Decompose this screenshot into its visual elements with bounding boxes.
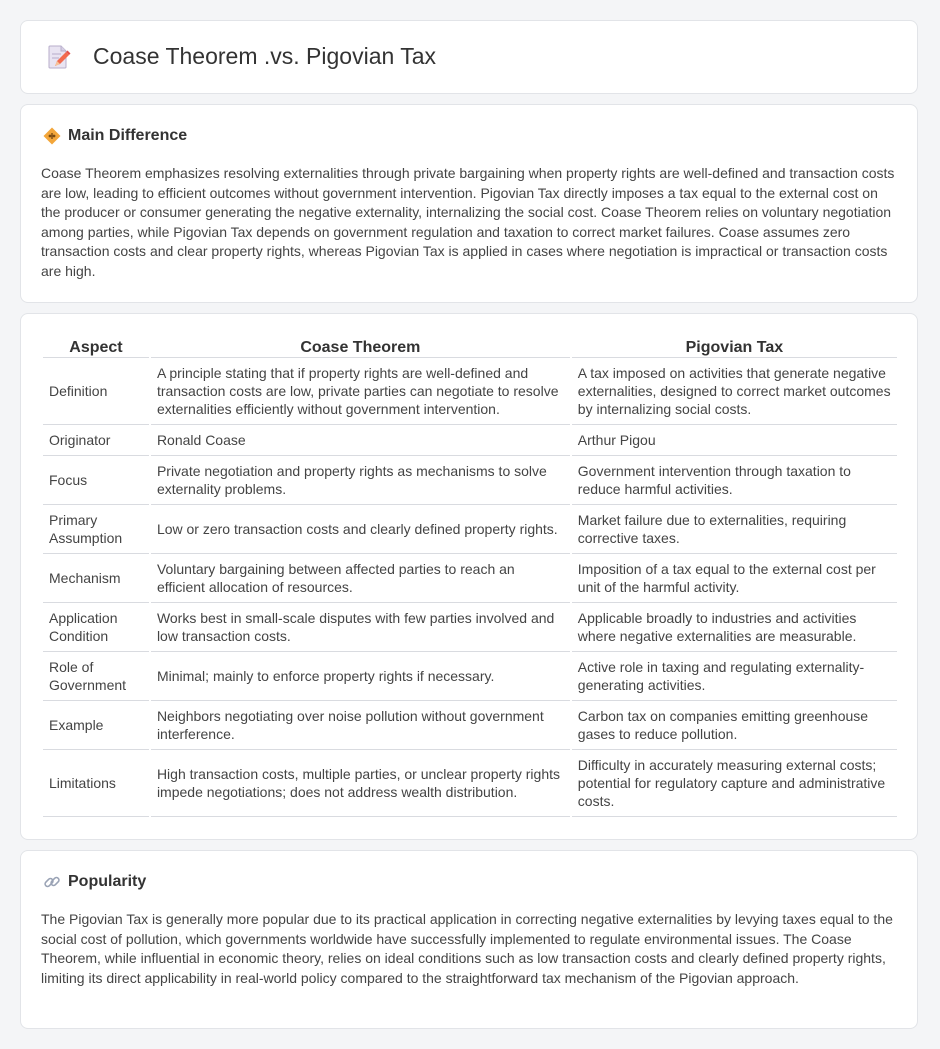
table-row <box>43 425 897 456</box>
diamond-icon <box>43 127 61 145</box>
table-header-row <box>43 335 897 358</box>
pigou-cell: Active role in taxing and regulating externality-generating activities. <box>572 652 897 701</box>
main-difference-title: Main Difference <box>68 127 188 144</box>
coase-cell: A principle stating that if property rights are well-defined and transaction costs are low, private parties can negotiate to resolve externalities efficiently without government intervention. <box>151 358 570 425</box>
comparison-table <box>41 335 899 817</box>
aspect-cell: Application Condition <box>43 603 149 652</box>
header-coase: Coase Theorem <box>151 335 570 358</box>
aspect-cell: Focus <box>43 456 149 505</box>
page-title: Coase Theorem .vs. Pigovian Tax <box>93 43 437 69</box>
coase-cell: Low or zero transaction costs and clearly defined property rights. <box>151 505 570 554</box>
pigou-cell: Difficulty in accurately measuring external costs; potential for regulatory capture and administrative costs. <box>572 750 897 817</box>
table-row <box>43 701 897 750</box>
coase-cell: Works best in small-scale disputes with few parties involved and low transaction costs. <box>151 603 570 652</box>
popularity-text: The Pigovian Tax is generally more popular due to its practical application in correcting negative externalities by levying taxes equal to the social cost of pollution, which governments worldwide have successfully implemented to regulate environmental issues. The Coase Theorem, while influential in economic theory, relies on ideal conditions such as low transaction costs and clearly defined property rights, limiting its direct applicability in real-world policy compared to the straightforward tax mechanism of the Pigovian approach. <box>41 911 893 986</box>
main-difference-header <box>43 127 187 145</box>
pigou-cell: Government intervention through taxation to reduce harmful activities. <box>572 456 897 505</box>
table-row <box>43 456 897 505</box>
popularity-header <box>43 873 146 891</box>
header-card <box>20 20 918 94</box>
aspect-cell: Mechanism <box>43 554 149 603</box>
coase-cell: Private negotiation and property rights as mechanisms to solve externality problems. <box>151 456 570 505</box>
coase-cell: Voluntary bargaining between affected parties to reach an efficient allocation of resources. <box>151 554 570 603</box>
coase-cell: Ronald Coase <box>151 425 570 456</box>
link-icon <box>43 873 61 891</box>
comparison-card <box>20 313 918 840</box>
table-row <box>43 750 897 817</box>
pigou-cell: Arthur Pigou <box>572 425 897 456</box>
aspect-cell: Definition <box>43 358 149 425</box>
table-row <box>43 652 897 701</box>
pigou-cell: Carbon tax on companies emitting greenhouse gases to reduce pollution. <box>572 701 897 750</box>
pigou-cell: A tax imposed on activities that generate negative externalities, designed to correct market outcomes by internalizing social costs. <box>572 358 897 425</box>
popularity-card <box>20 850 918 1029</box>
pigou-cell: Applicable broadly to industries and activities where negative externalities are measurable. <box>572 603 897 652</box>
aspect-cell: Primary Assumption <box>43 505 149 554</box>
aspect-cell: Limitations <box>43 750 149 817</box>
coase-cell: Minimal; mainly to enforce property rights if necessary. <box>151 652 570 701</box>
title-row <box>47 43 436 70</box>
pigou-cell: Imposition of a tax equal to the external cost per unit of the harmful activity. <box>572 554 897 603</box>
header-pigou: Pigovian Tax <box>572 335 897 358</box>
popularity-title: Popularity <box>68 873 147 890</box>
coase-cell: Neighbors negotiating over noise pollution without government interference. <box>151 701 570 750</box>
main-difference-card <box>20 104 918 303</box>
table-row <box>43 505 897 554</box>
aspect-cell: Role of Government <box>43 652 149 701</box>
document-pencil-icon <box>47 44 71 70</box>
main-difference-text: Coase Theorem emphasizes resolving externalities through private bargaining when property rights are well-defined and transaction costs are low, leading to efficient outcomes without government intervention. Pigovian Tax directly imposes a tax equal to the external cost on the producer or consumer generating the negative externality, internalizing the social cost. Coase Theorem relies on voluntary negotiation among parties, while Pigovian Tax depends on government regulation and taxation to correct market failures. Coase assumes zero transaction costs and clear property rights, whereas Pigovian Tax is applied in cases where negotiation is impractical or transaction costs are high. <box>41 165 895 279</box>
pigou-cell: Market failure due to externalities, requiring corrective taxes. <box>572 505 897 554</box>
table-row <box>43 358 897 425</box>
header-aspect: Aspect <box>43 335 149 358</box>
aspect-cell: Originator <box>43 425 149 456</box>
table-row <box>43 554 897 603</box>
aspect-cell: Example <box>43 701 149 750</box>
table-row <box>43 603 897 652</box>
coase-cell: High transaction costs, multiple parties, or unclear property rights impede negotiations; does not address wealth distribution. <box>151 750 570 817</box>
